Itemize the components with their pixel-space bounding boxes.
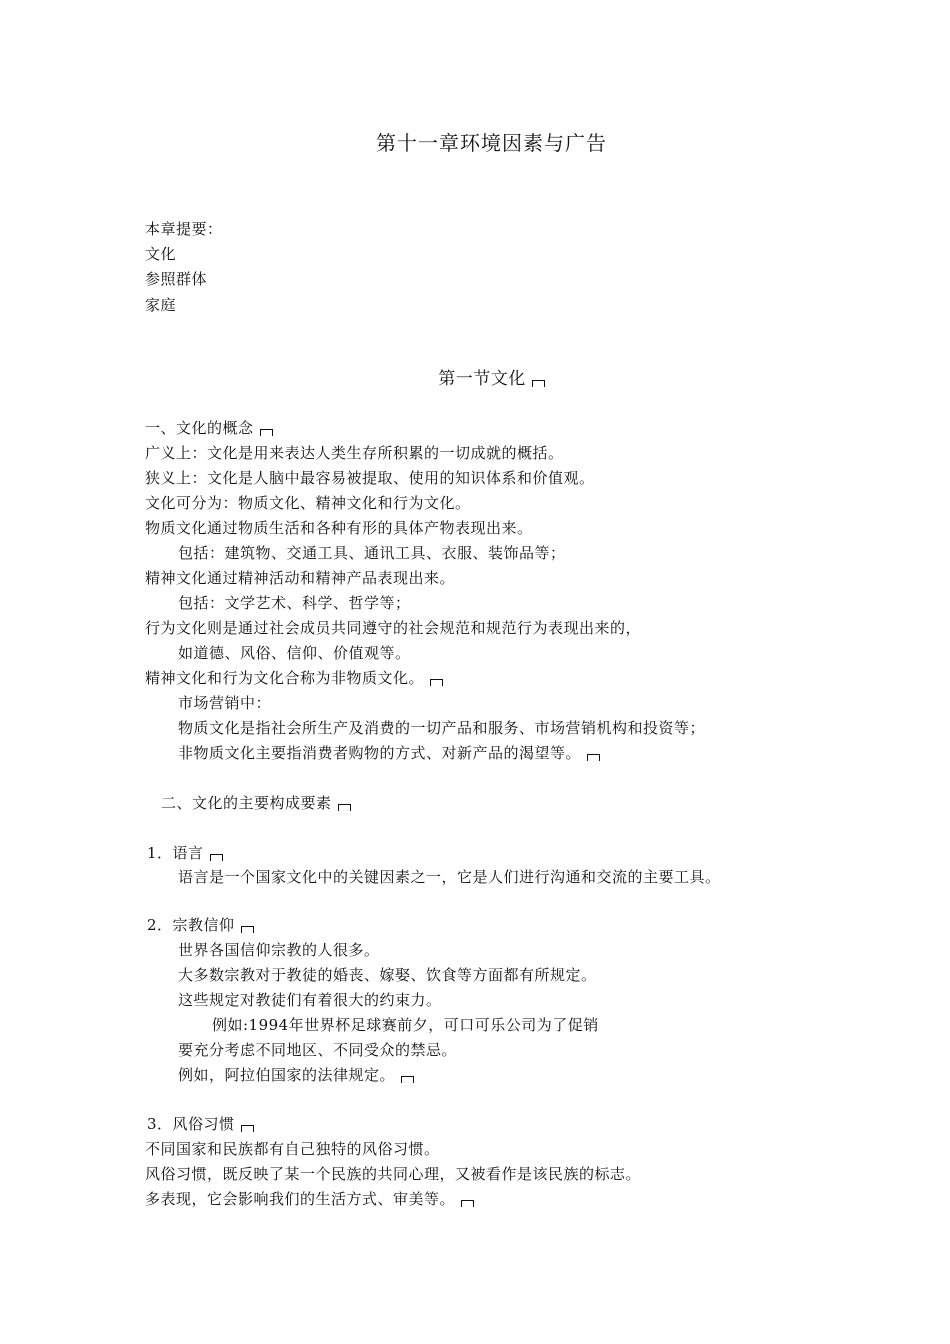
- body-line: 包括：文学艺术、科学、哲学等；: [178, 594, 411, 612]
- body-line: 世界各国信仰宗教的人很多。: [178, 941, 380, 959]
- paragraph-mark-icon: [401, 1076, 414, 1083]
- paragraph-mark-icon: [241, 926, 254, 933]
- subsection-heading-customs: [147, 1114, 254, 1134]
- body-line: 如道德、风俗、信仰、价值观等。: [178, 644, 411, 662]
- paragraph-mark-icon: [587, 754, 600, 761]
- body-line: 行为文化则是通过社会成员共同遵守的社会规范和规范行为表现出来的，: [145, 619, 642, 637]
- body-line-text: 多表现，它会影响我们的生活方式、审美等。: [145, 1190, 456, 1208]
- body-line: 精神文化通过精神活动和精神产品表现出来。: [145, 569, 456, 587]
- body-line-text: 非物质文化主要指消费者购物的方式、对新产品的渴望等。: [178, 744, 582, 762]
- paragraph-mark-icon: [210, 854, 223, 861]
- body-line: 语言是一个国家文化中的关键因素之一，它是人们进行沟通和交流的主要工具。: [178, 868, 721, 886]
- part2-heading-text: 二、文化的主要构成要素: [161, 794, 332, 812]
- paragraph-mark-icon: [338, 804, 351, 811]
- body-line: 要充分考虑不同地区、不同受众的禁忌。: [178, 1041, 458, 1059]
- summary-item: 家庭: [145, 296, 177, 314]
- body-line: [178, 1065, 414, 1085]
- body-line: [178, 743, 600, 763]
- paragraph-mark-icon: [461, 1200, 474, 1207]
- subsection-heading-text: 3．风俗习惯: [147, 1115, 235, 1133]
- paragraph-mark-icon: [532, 380, 545, 387]
- body-line: 例如:1994年世界杯足球赛前夕，可口可乐公司为了促销: [212, 1016, 599, 1034]
- body-line: 大多数宗教对于教徒的婚丧、嫁娶、饮食等方面都有所规定。: [178, 966, 597, 984]
- part1-heading-text: 一、文化的概念: [145, 419, 254, 437]
- paragraph-mark-icon: [241, 1125, 254, 1132]
- paragraph-mark-icon: [260, 429, 273, 436]
- chapter-title: 第十一章环境因素与广告: [376, 131, 607, 155]
- summary-heading: 本章提要：: [145, 220, 223, 238]
- body-line: [145, 1189, 474, 1209]
- body-line: 风俗习惯，既反映了某一个民族的共同心理，又被看作是该民族的标志。: [145, 1165, 642, 1183]
- body-line: 不同国家和民族都有自己独特的风俗习惯。: [145, 1140, 440, 1158]
- body-line: 物质文化通过物质生活和各种有形的具体产物表现出来。: [145, 519, 533, 537]
- body-line-text: 精神文化和行为文化合称为非物质文化。: [145, 669, 425, 687]
- summary-item: 文化: [145, 245, 177, 263]
- section-title: [0, 368, 950, 390]
- body-line: 这些规定对教徒们有着很大的约束力。: [178, 991, 442, 1009]
- body-line: 广义上：文化是用来表达人类生存所积累的一切成就的概括。: [145, 444, 564, 462]
- summary-item: 参照群体: [145, 270, 208, 288]
- body-line: 物质文化是指社会所生产及消费的一切产品和服务、市场营销机构和投资等；: [178, 719, 706, 737]
- part1-heading: [145, 418, 273, 438]
- subsection-heading-text: 1．语言: [147, 844, 204, 862]
- subsection-heading-text: 2．宗教信仰: [147, 916, 235, 934]
- body-line: 狭义上：文化是人脑中最容易被提取、使用的知识体系和价值观。: [145, 469, 595, 487]
- body-line: [145, 668, 443, 688]
- body-line: 市场营销中：: [178, 694, 272, 712]
- paragraph-mark-icon: [430, 679, 443, 686]
- body-line-text: 例如，阿拉伯国家的法律规定。: [178, 1066, 396, 1084]
- body-line: 文化可分为：物质文化、精神文化和行为文化。: [145, 494, 471, 512]
- subsection-heading-religion: [147, 915, 254, 935]
- body-line: 包括：建筑物、交通工具、通讯工具、衣服、装饰品等；: [178, 544, 566, 562]
- subsection-heading-language: [147, 843, 223, 863]
- part2-heading: [161, 793, 351, 813]
- section-title-text: 第一节文化: [438, 369, 526, 389]
